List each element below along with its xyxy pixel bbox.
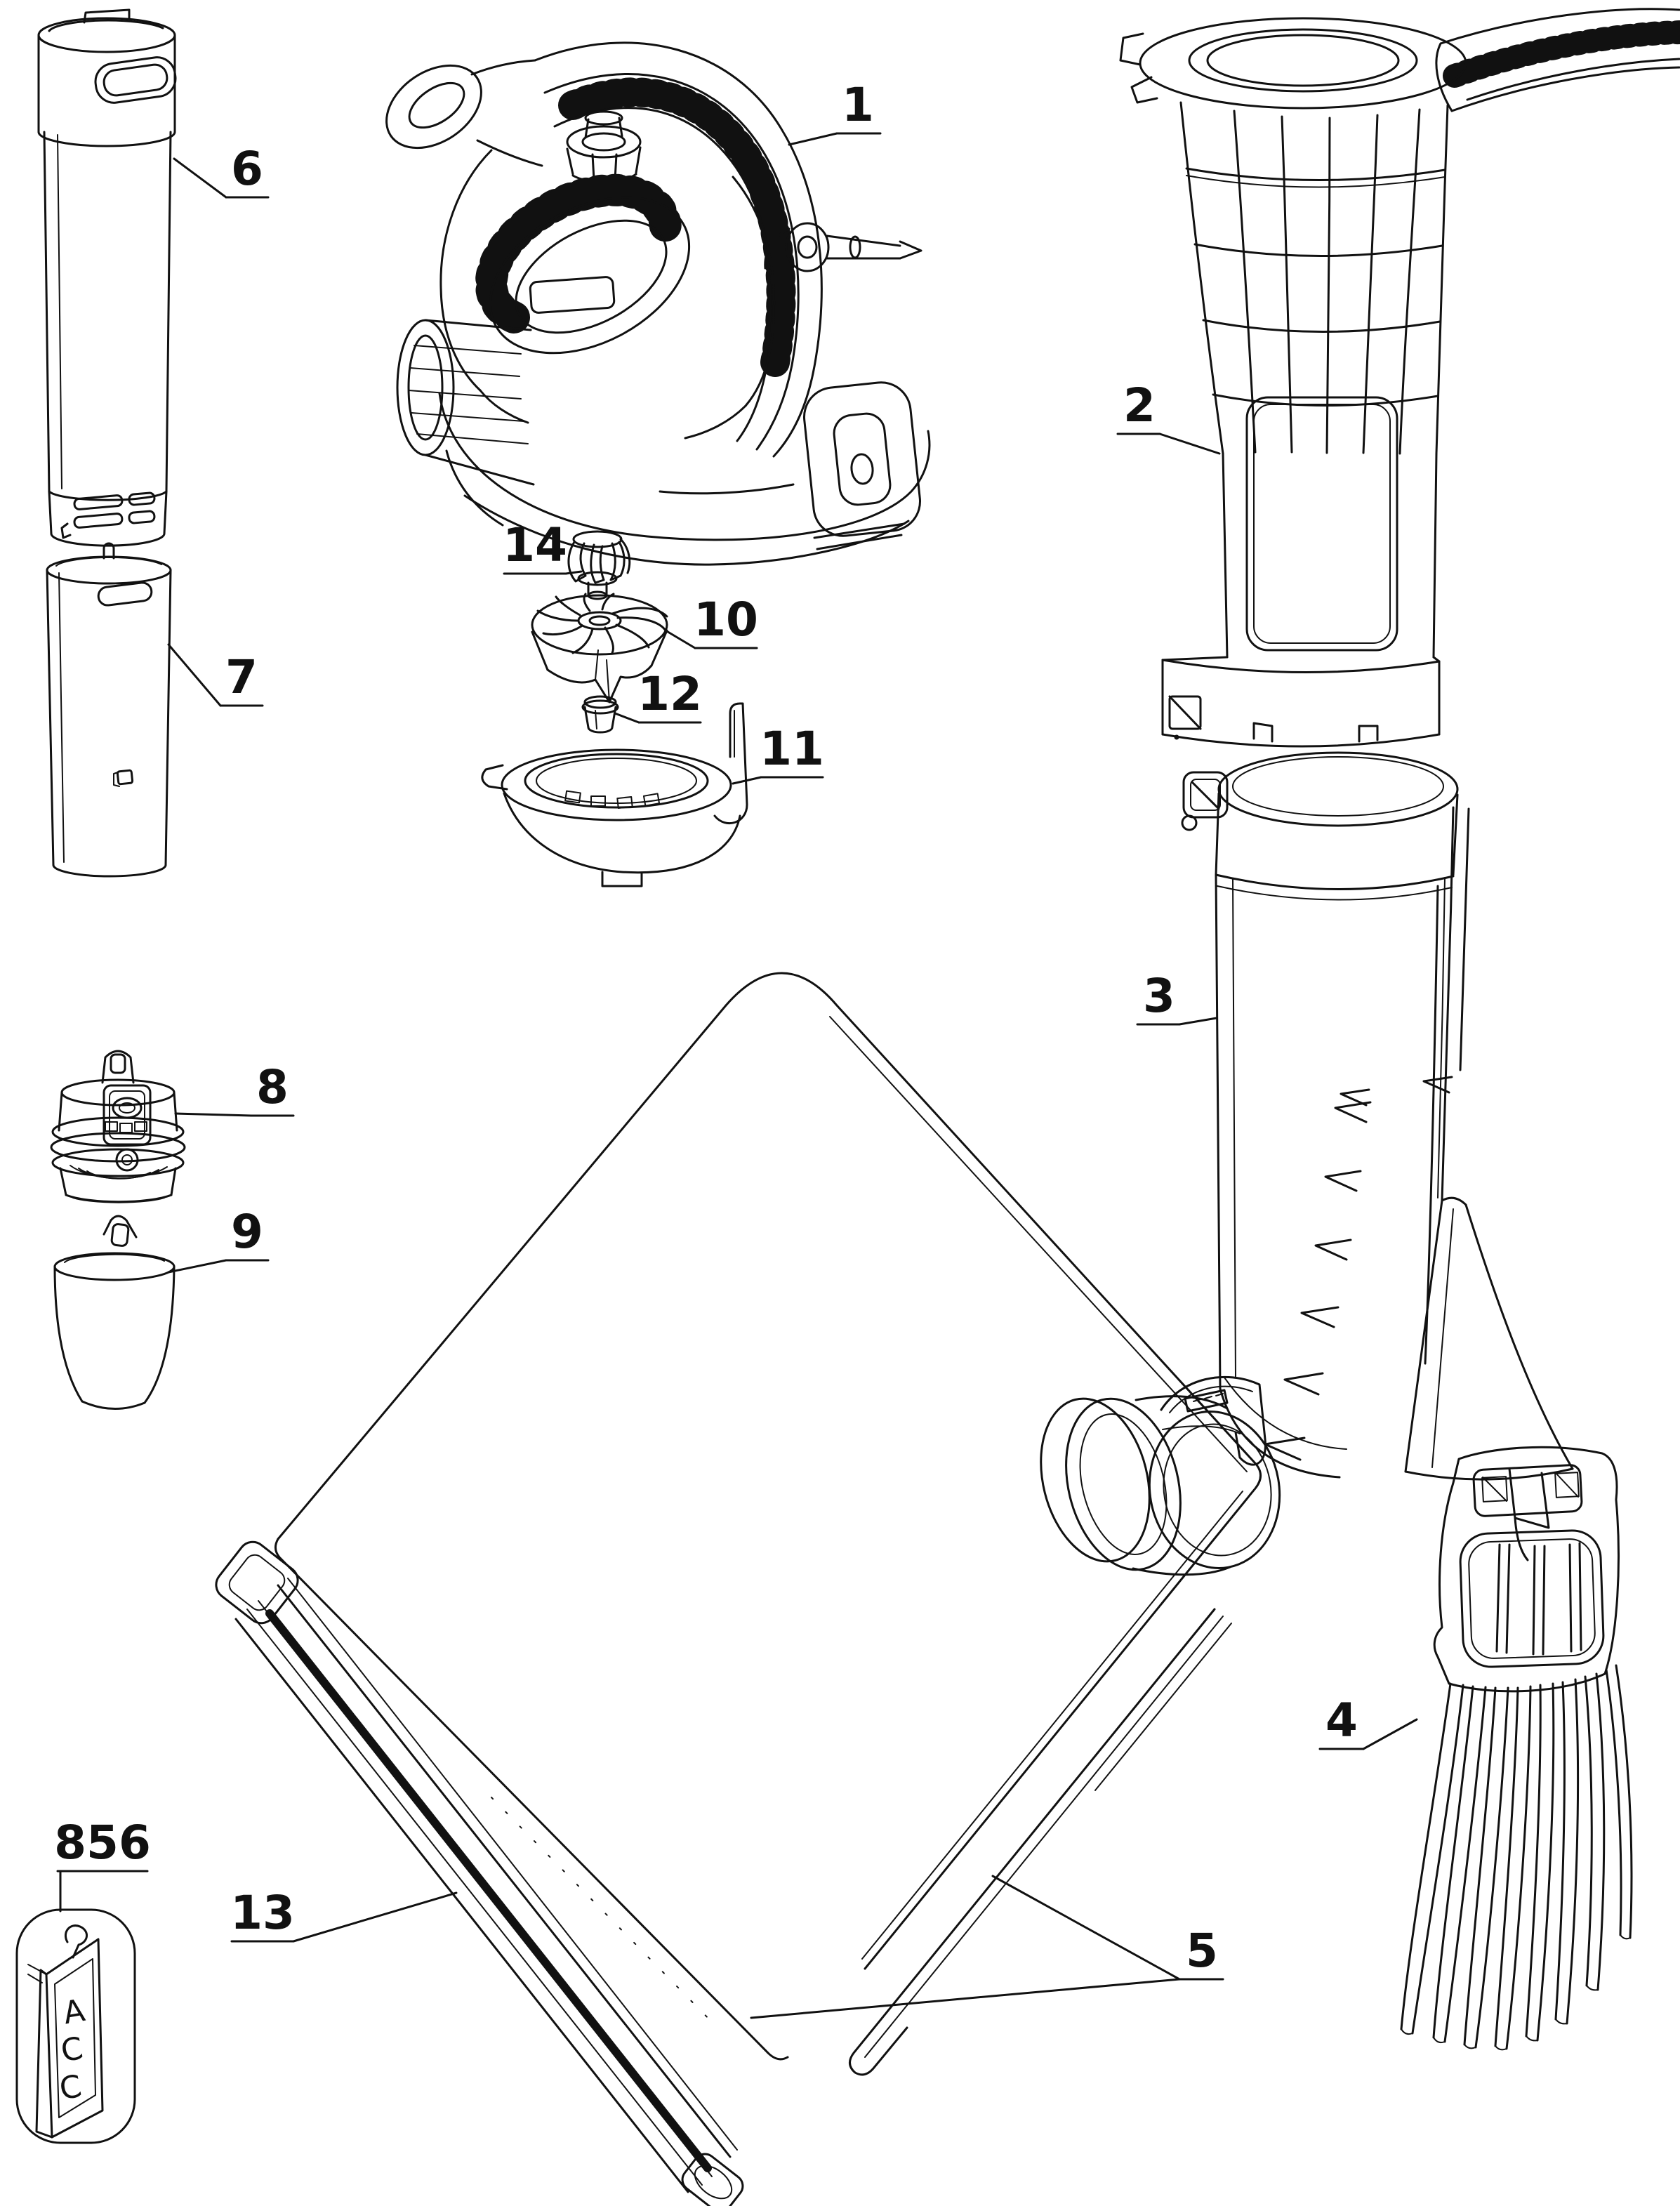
callout-5-number: 5	[1186, 1924, 1218, 1978]
callout-14-number: 14	[503, 518, 567, 572]
callout-7	[168, 645, 263, 706]
part-bag-inlet-collar	[1025, 1377, 1292, 1582]
part-spacer-cap	[583, 696, 618, 732]
callout-10-number: 10	[694, 593, 758, 647]
callout-9-number: 9	[231, 1205, 263, 1259]
acc-letter-c2: C	[56, 2068, 85, 2108]
callout-4-number: 4	[1325, 1693, 1358, 1748]
part-rake-nozzle	[1401, 1447, 1632, 2049]
part-blower-tube-upper	[39, 10, 178, 546]
part-fan-cover	[482, 704, 747, 886]
part-tube-coupler	[51, 1051, 185, 1203]
callout-13-number: 13	[230, 1886, 295, 1940]
part-blower-tube-lower	[47, 543, 171, 876]
callout-8	[176, 1060, 293, 1116]
callout-10	[666, 593, 758, 648]
callout-8-number: 8	[256, 1060, 289, 1114]
callout-12-number: 12	[637, 667, 702, 721]
callout-5	[751, 1876, 1223, 2018]
callout-1-number: 1	[842, 78, 874, 132]
callout-856	[54, 1816, 151, 1911]
callout-9	[168, 1205, 268, 1272]
part-concentrator-nozzle	[55, 1216, 174, 1409]
part-accessory-label	[17, 1910, 135, 2143]
callout-11-number: 11	[760, 722, 824, 776]
part-impeller-hub	[569, 531, 630, 599]
part-lower-vacuum-tube	[1182, 753, 1573, 1479]
callout-3-number: 3	[1143, 969, 1175, 1023]
callout-6-number: 6	[231, 142, 263, 196]
acc-letter-c1: C	[58, 2030, 86, 2070]
callout-1	[789, 78, 880, 145]
part-upper-vacuum-tube	[1120, 9, 1679, 746]
acc-letter-a: A	[60, 1992, 88, 2032]
callout-2-number: 2	[1123, 378, 1156, 432]
callout-2	[1118, 378, 1219, 454]
part-bag-frame-rail	[211, 1536, 748, 2206]
callout-856-number: 856	[54, 1816, 151, 1870]
part-collection-bag	[275, 973, 1260, 2075]
callout-4	[1320, 1693, 1417, 1749]
callout-12	[615, 667, 702, 722]
callout-7-number: 7	[225, 650, 258, 704]
callout-6	[174, 142, 268, 197]
callout-3	[1137, 969, 1217, 1024]
callout-13	[230, 1886, 456, 1941]
